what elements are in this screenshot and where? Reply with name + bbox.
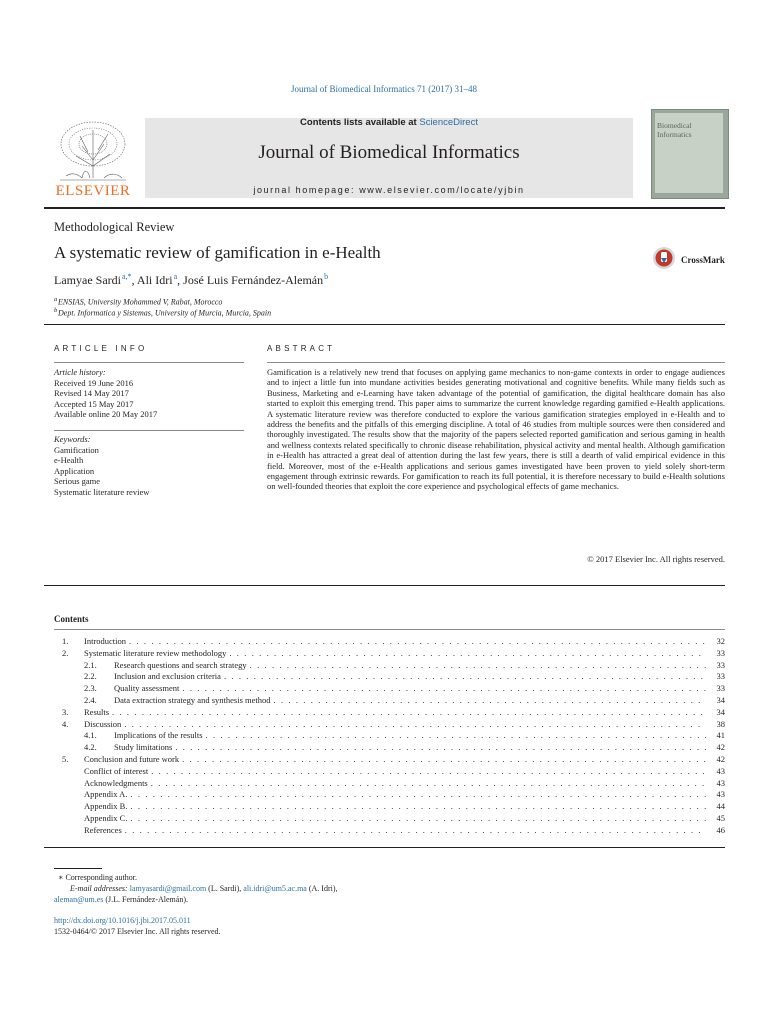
author-name: Lamyae Sardi xyxy=(54,273,121,287)
toc-row[interactable] xyxy=(54,695,725,707)
doi-link[interactable]: http://dx.doi.org/10.1016/j.jbi.2017.05.011 xyxy=(54,916,191,925)
contents-available-line xyxy=(145,117,633,128)
toc-page-number: 34 xyxy=(716,706,725,717)
toc-page-number: 33 xyxy=(716,683,725,694)
author-name: Ali Idri xyxy=(136,273,173,287)
toc-page-number: 42 xyxy=(716,742,725,753)
toc-row[interactable] xyxy=(54,801,725,813)
toc-title[interactable]: Acknowledgments xyxy=(84,777,148,788)
toc-page-number: 43 xyxy=(716,765,725,776)
toc-title[interactable]: Conclusion and future work xyxy=(84,753,180,764)
author-affiliation-mark[interactable]: a xyxy=(173,272,178,281)
affiliation-text: Dept. Informatica y Sistemas, University of Murcia, Murcia, Spain xyxy=(58,308,272,318)
toc-title[interactable]: Systematic literature review methodology xyxy=(84,647,227,658)
toc-row[interactable] xyxy=(54,660,725,672)
author-list: Lamyae Sardi $^{a,*}$, Ali Idri $^a$, José Luis Fernández-Alemán $^b$ xyxy=(54,272,329,287)
toc-page-number: 41 xyxy=(716,730,725,741)
toc-title[interactable]: Appendix A. xyxy=(84,789,128,800)
info-divider xyxy=(54,362,244,363)
toc-leader-dots xyxy=(125,825,706,835)
history-item: Received 19 June 2016 xyxy=(54,377,134,388)
history-item: Accepted 15 May 2017 xyxy=(54,398,134,409)
toc-row[interactable] xyxy=(54,707,725,719)
affiliation xyxy=(54,307,271,318)
toc-title[interactable]: Study limitations xyxy=(114,742,173,753)
sciencedirect-link[interactable]: ScienceDirect xyxy=(419,117,478,128)
toc-number: 2.1. xyxy=(84,659,97,670)
author-affiliation-mark[interactable]: b xyxy=(324,272,329,281)
toc-title[interactable]: Conflict of interest xyxy=(84,765,149,776)
toc-leader-dots xyxy=(206,730,706,740)
affiliation-mark: a xyxy=(54,296,58,303)
article-type: Methodological Review xyxy=(54,220,175,234)
article-info-heading: ARTICLE INFO xyxy=(54,344,148,353)
author-affiliation-mark[interactable]: a,* xyxy=(122,272,132,281)
crossmark-icon[interactable] xyxy=(652,246,676,270)
toc-row[interactable] xyxy=(54,754,725,766)
toc-title[interactable]: Discussion xyxy=(84,718,122,729)
toc-page-number: 43 xyxy=(716,789,725,800)
toc-page-number: 43 xyxy=(716,777,725,788)
section-divider xyxy=(44,585,725,586)
toc-row[interactable] xyxy=(54,730,725,742)
email-addresses-cont xyxy=(54,895,188,904)
corresponding-author-text: Corresponding author. xyxy=(65,873,137,882)
homepage-prefix: journal homepage: xyxy=(253,185,360,195)
abstract-heading: ABSTRACT xyxy=(267,344,336,353)
footnote-divider xyxy=(54,868,102,869)
history-label: Article history: xyxy=(54,367,106,377)
email-addresses xyxy=(54,884,338,893)
journal-title: Journal of Biomedical Informatics xyxy=(258,142,520,163)
toc-number: 1. xyxy=(62,636,69,646)
toc-number: 2.3. xyxy=(84,683,97,694)
abstract-divider xyxy=(267,362,725,363)
keyword: Serious game xyxy=(54,476,101,486)
toc-row[interactable] xyxy=(54,683,725,695)
toc-title[interactable]: Implications of the results xyxy=(114,730,203,741)
table-of-contents xyxy=(54,636,725,837)
keyword: Gamification xyxy=(54,444,99,455)
toc-page-number: 46 xyxy=(716,824,725,835)
toc-row[interactable] xyxy=(54,766,725,778)
toc-leader-dots xyxy=(274,695,707,705)
toc-leader-dots xyxy=(229,648,706,658)
affiliation-text: ENSIAS, University Mohammed V, Rabat, Morocco xyxy=(58,297,223,307)
toc-leader-dots xyxy=(182,683,706,693)
email-link[interactable]: aleman@um.es xyxy=(54,895,104,904)
toc-page-number: 34 xyxy=(716,694,725,705)
toc-leader-dots xyxy=(124,719,706,729)
history-item: Revised 14 May 2017 xyxy=(54,388,129,398)
toc-page-number: 42 xyxy=(716,753,725,764)
header-divider xyxy=(44,207,725,209)
toc-number: 2.4. xyxy=(84,694,97,705)
toc-row[interactable] xyxy=(54,825,725,837)
homepage-url[interactable]: www.elsevier.com/locate/yjbin xyxy=(359,185,525,195)
toc-title[interactable]: Inclusion and exclusion criteria xyxy=(114,671,221,682)
issn-copyright: 1532-0464/© 2017 Elsevier Inc. All rights reserved. xyxy=(54,927,221,936)
email-owner: (A. Idri), xyxy=(308,884,338,893)
toc-title[interactable]: Appendix C. xyxy=(84,812,128,823)
email-label: E-mail addresses: xyxy=(70,884,128,893)
journal-reference-link[interactable]: Journal of Biomedical Informatics 71 (2017) 31–48 xyxy=(291,84,477,94)
toc-leader-dots xyxy=(129,636,706,646)
article-history xyxy=(54,367,244,420)
keyword: e-Health xyxy=(54,455,84,465)
toc-leader-dots xyxy=(112,707,706,717)
toc-row[interactable] xyxy=(54,636,725,648)
toc-leader-dots xyxy=(151,766,706,776)
author-name: José Luis Fernández-Alemán xyxy=(183,273,324,287)
corresponding-author-note: ∗ Corresponding author. xyxy=(54,873,137,882)
toc-page-number: 33 xyxy=(716,647,725,658)
toc-leader-dots xyxy=(175,742,706,752)
toc-row[interactable] xyxy=(54,813,725,825)
toc-title[interactable]: Appendix B. xyxy=(84,801,128,812)
toc-number: 4.1. xyxy=(84,730,97,741)
section-divider xyxy=(44,847,725,848)
toc-row[interactable] xyxy=(54,671,725,683)
email-link[interactable]: ali.idri@um5.ac.ma xyxy=(243,884,307,893)
toc-number: 2. xyxy=(62,647,69,658)
toc-page-number: 38 xyxy=(716,718,725,729)
keyword: Application xyxy=(54,465,95,476)
toc-leader-dots xyxy=(151,778,706,788)
journal-cover-text: Biomedical Informatics xyxy=(657,121,692,139)
toc-row[interactable] xyxy=(54,719,725,731)
toc-leader-dots xyxy=(130,801,706,811)
toc-page-number: 45 xyxy=(716,812,725,823)
abstract-text: Gamification is a relatively new trend that focuses on applying game mechanics to non-game contexts in order to engage audiences and to inject a little fun into mundane activities besides generating motivational and cognitive benefits. While many fields such as Business, Marketing and e-Learning have taken advantage of the potential of gamification, the digital healthcare domain has also started to exploit this emerging trend. This paper aims to summarize the current knowledge regarding gamified e-Health applications. A systematic literature review was therefore conducted to explore the various gamification strategies employed in e-Health and to address the benefits and the pitfalls of this emerging discipline. A total of 46 studies from multiple sources were then considered and thoroughly investigated. The results show that the majority of the papers selected reported gamification and serious gaming in health and wellness contexts related specifically to chronic disease rehabilitation, physical activity and mental health. Although gamification in e-Health has attracted a great deal of attention during the last few years, there is still a dearth of valid empirical evidence in this field. Moreover, most of the e-Health applications and serious games investigated have been proven to yield solely short-term engagement through extrinsic rewards. For gamification to reach its full potential, it is therefore necessary to build e-Health solutions on well-founded theories that exploit the core experience and psychological effects of game mechanics. xyxy=(267,367,725,492)
toc-leader-dots xyxy=(182,754,706,764)
email-owner: (J.L. Fernández-Alemán). xyxy=(105,895,188,904)
keywords-label: Keywords: xyxy=(54,434,91,444)
toc-leader-dots xyxy=(224,671,706,681)
abstract-copyright: © 2017 Elsevier Inc. All rights reserved. xyxy=(587,554,725,564)
toc-number: 5. xyxy=(62,753,69,764)
affiliation-mark: b xyxy=(54,307,58,314)
toc-page-number: 33 xyxy=(716,671,725,682)
info-divider xyxy=(54,430,244,431)
toc-page-number: 33 xyxy=(716,659,725,670)
toc-leader-dots xyxy=(130,813,706,823)
toc-number: 3. xyxy=(62,706,69,717)
article-title: A systematic review of gamification in e-Health xyxy=(54,243,381,262)
journal-homepage-line xyxy=(145,185,633,195)
toc-title[interactable]: Results xyxy=(84,706,110,717)
affiliation xyxy=(54,296,222,307)
contents-prefix: Contents lists available at xyxy=(300,117,420,128)
toc-title[interactable]: Introduction xyxy=(84,636,127,646)
toc-page-number: 44 xyxy=(716,801,725,812)
toc-number: 2.2. xyxy=(84,671,97,682)
crossmark-label[interactable]: CrossMark xyxy=(681,255,725,265)
toc-row[interactable] xyxy=(54,789,725,801)
history-item: Available online 20 May 2017 xyxy=(54,409,158,419)
toc-number: 4. xyxy=(62,718,69,729)
toc-number: 4.2. xyxy=(84,742,97,753)
toc-leader-dots xyxy=(250,660,706,670)
keyword: Systematic literature review xyxy=(54,486,150,497)
section-divider xyxy=(44,324,725,325)
email-link[interactable]: lamyasardi@gmail.com xyxy=(129,884,207,893)
toc-row[interactable] xyxy=(54,778,725,790)
toc-title[interactable]: Research questions and search strategy xyxy=(114,659,247,670)
toc-title[interactable]: Data extraction strategy and synthesis method xyxy=(114,694,271,705)
toc-title[interactable]: Quality assessment xyxy=(114,683,180,694)
keywords xyxy=(54,434,244,497)
contents-heading: Contents xyxy=(54,614,89,624)
email-owner: (L. Sardi), xyxy=(208,884,242,893)
toc-page-number: 32 xyxy=(716,636,725,646)
toc-title[interactable]: References xyxy=(84,824,122,835)
publisher-logo-text: ELSEVIER xyxy=(55,183,131,199)
toc-leader-dots xyxy=(130,789,706,799)
contents-divider xyxy=(54,629,725,630)
toc-row[interactable] xyxy=(54,742,725,754)
toc-row[interactable] xyxy=(54,648,725,660)
